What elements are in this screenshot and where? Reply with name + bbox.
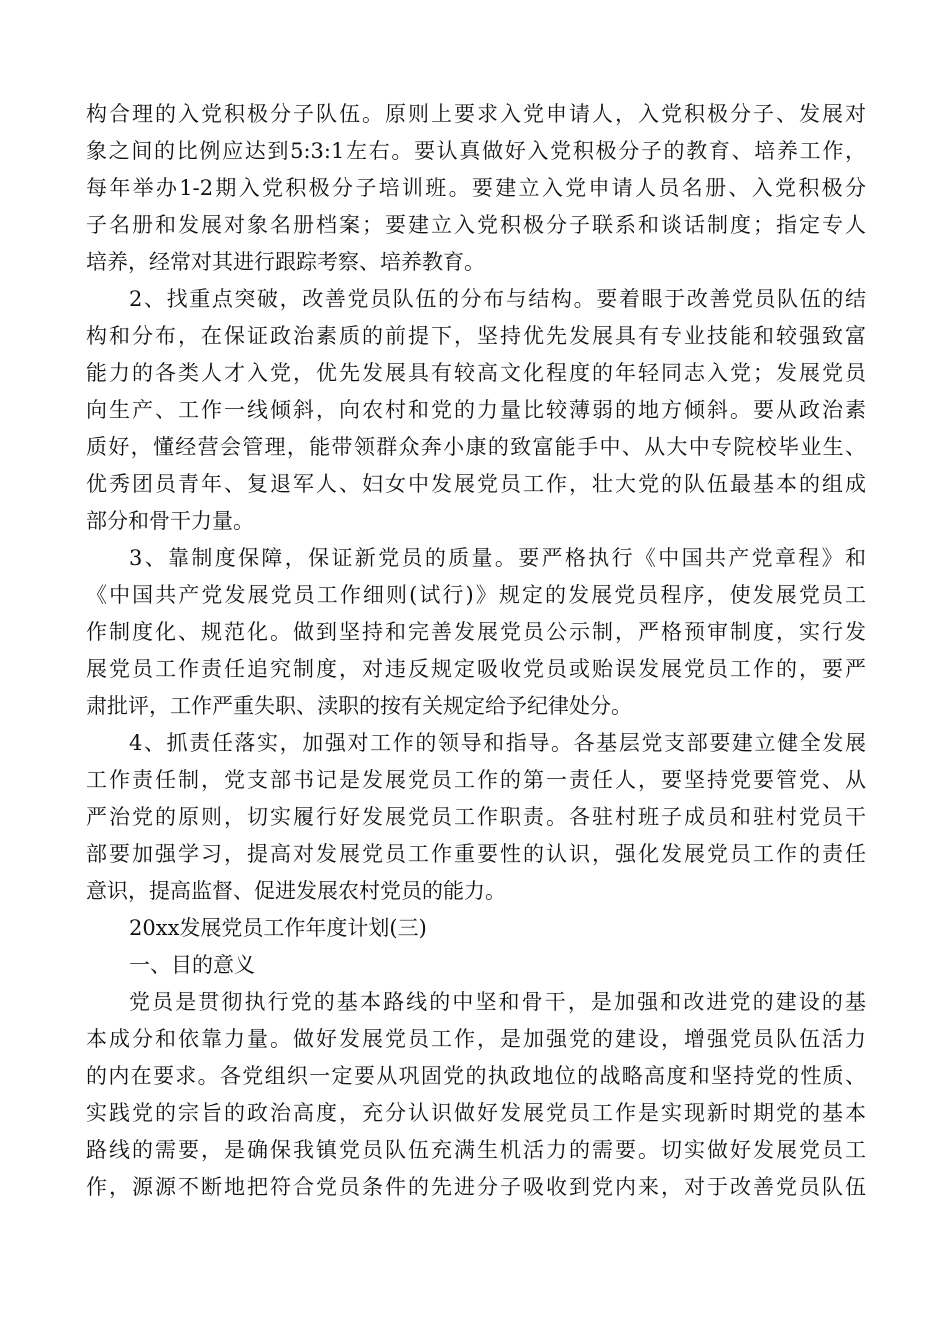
text-line: 本成分和依靠力量。做好发展党员工作，是加强党的建设，增强党员队伍活力 (86, 1027, 866, 1051)
text-line: 意识，提高监督、促进发展农村党员的能力。 (86, 879, 506, 903)
paragraph-start-line: 3、靠制度保障，保证新党员的质量。要严格执行《中国共产党章程》和 (129, 546, 866, 570)
text-line: 的内在要求。各党组织一定要从巩固党的执政地位的战略高度和坚持党的性质、 (86, 1064, 866, 1088)
section-heading: 一、目的意义 (129, 953, 255, 977)
text-line: 严治党的原则，切实履行好发展党员工作职责。各驻村班子成员和驻村党员干 (86, 805, 866, 829)
paragraph-start-line: 2、找重点突破，改善党员队伍的分布与结构。要着眼于改善党员队伍的结 (129, 287, 866, 311)
text-line: 工作责任制，党支部书记是发展党员工作的第一责任人，要坚持党要管党、从 (86, 768, 866, 792)
section-title: 20xx发展党员工作年度计划(三) (129, 916, 427, 940)
document-page (86, 96, 866, 1206)
text-line: 作制度化、规范化。做到坚持和完善发展党员公示制，严格预审制度，实行发 (86, 620, 866, 644)
text-line: 每年举办1-2期入党积极分子培训班。要建立入党申请人员名册、入党积极分 (86, 176, 866, 200)
text-line: 子名册和发展对象名册档案；要建立入党积极分子联系和谈话制度；指定专人 (86, 213, 866, 237)
text-line: 部要加强学习，提高对发展党员工作重要性的认识，强化发展党员工作的责任 (86, 842, 866, 866)
text-line: 象之间的比例应达到5:3:1左右。要认真做好入党积极分子的教育、培养工作， (86, 139, 866, 163)
paragraph-start-line: 4、抓责任落实，加强对工作的领导和指导。各基层党支部要建立健全发展 (129, 731, 866, 755)
text-line: 展党员工作责任追究制度，对违反规定吸收党员或贻误发展党员工作的，要严 (86, 657, 866, 681)
text-line: 部分和骨干力量。 (86, 509, 254, 533)
text-line: 构和分布，在保证政治素质的前提下，坚持优先发展具有专业技能和较强致富 (86, 324, 866, 348)
text-line: 实践党的宗旨的政治高度，充分认识做好发展党员工作是实现新时期党的基本 (86, 1101, 866, 1125)
text-line: 能力的各类人才入党，优先发展具有较高文化程度的年轻同志入党；发展党员 (86, 361, 866, 385)
paragraph-start-line: 党员是贯彻执行党的基本路线的中坚和骨干，是加强和改进党的建设的基 (129, 990, 866, 1014)
text-line: 作，源源不断地把符合党员条件的先进分子吸收到党内来，对于改善党员队伍 (86, 1175, 866, 1199)
text-line: 向生产、工作一线倾斜，向农村和党的力量比较薄弱的地方倾斜。要从政治素 (86, 398, 866, 422)
text-line: 路线的需要，是确保我镇党员队伍充满生机活力的需要。切实做好发展党员工 (86, 1138, 866, 1162)
text-line: 优秀团员青年、复退军人、妇女中发展党员工作，壮大党的队伍最基本的组成 (86, 472, 866, 496)
text-line: 构合理的入党积极分子队伍。原则上要求入党申请人，入党积极分子、发展对 (86, 102, 866, 126)
text-line: 培养，经常对其进行跟踪考察、培养教育。 (86, 250, 485, 274)
text-line: 质好，懂经营会管理，能带领群众奔小康的致富能手中、从大中专院校毕业生、 (86, 435, 866, 459)
text-line: 《中国共产党发展党员工作细则(试行)》规定的发展党员程序，使发展党员工 (86, 583, 866, 607)
text-line: 肃批评，工作严重失职、渎职的按有关规定给予纪律处分。 (86, 694, 632, 718)
